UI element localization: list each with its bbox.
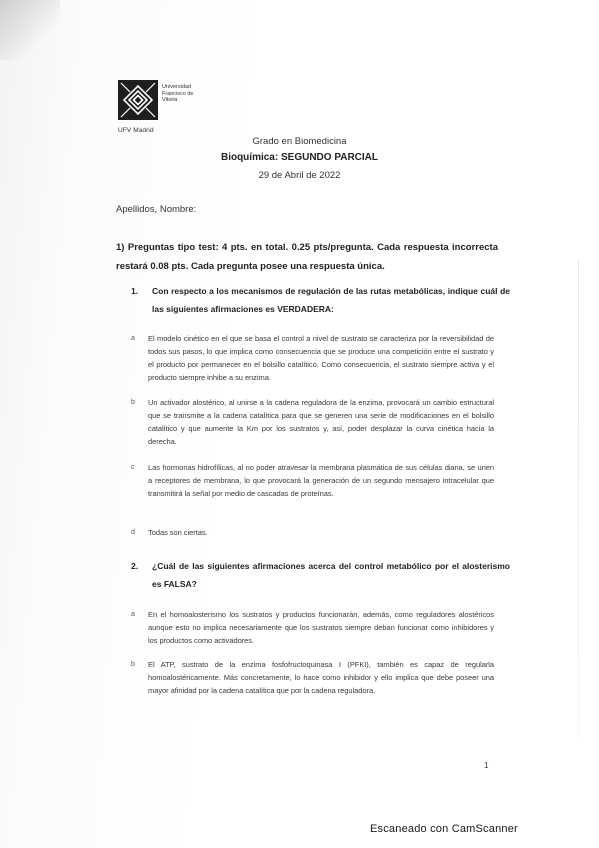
logo-line-3: Vitoria [162,97,178,103]
university-name [162,84,194,104]
campus-label: UFV Madrid [118,127,154,134]
question-1-option-c [131,461,494,500]
logo-line-2: Francisco de [162,90,194,97]
exam-date: 29 de Abril de 2022 [258,170,341,181]
logo-line-1: Universidad [162,84,192,90]
question-2-option-a [131,608,494,647]
option-text: Un activador alostérico, al unirse a la cadena reguladora de la enzima, provocará un cambio estructural que se transmite a la cadena catalítica para que se generen una serie de modificaciones en el bolsillo catalítico y que aumente la Km por los sustratos y, así, poder desplazar la curva cinética hacia la derecha. [148,398,494,446]
question-text: Con respecto a los mecanismos de regulación de las rutas metabólicas, indique cuál de las siguientes afirmaciones es VERDADERA: [152,286,510,314]
option-text: En el homoalosterismo los sustratos y productos funcionarán, además, como reguladores alostéricos aunque esto no implica necesariamente que los sustratos siempre deban funcionar como inhibidores y los productos como activadores. [148,610,494,645]
page-edge-shadow [578,260,579,740]
name-field-label: Apellidos, Nombre: [116,204,197,215]
question-2 [131,557,510,593]
option-letter: c [131,464,135,471]
option-letter: b [131,661,135,668]
question-1-option-b [131,396,494,448]
exam-title: Bioquímica: SEGUNDO PARCIAL [220,152,379,163]
option-text: El ATP, sustrato de la enzima fosfofructoquinasa I (PFKI), también es capaz de regularla homoalostéricamente. Más concretamente, lo hace como inhibidor y ello implica que debe poseer una mayor afinidad por la cadena catalítica que por la cadena reguladora. [148,660,494,695]
question-2-option-b [131,658,494,697]
page-corner-shadow [0,0,60,60]
option-text: Las hormonas hidrofílicas, al no poder atravesar la membrana plasmática de sus células diana, se unen a receptores de membrana, lo que provocará la generación de un segundo mensajero intracelular que transmitirá la señal por medio de cascadas de proteínas. [148,463,494,498]
question-1 [131,282,510,318]
page-number: 1 [484,761,489,770]
option-letter: a [131,611,135,618]
question-number: 2. [131,561,139,571]
option-letter: a [131,335,135,342]
option-text: Todas son ciertas. [148,528,208,537]
question-text: ¿Cuál de las siguientes afirmaciones acerca del control metabólico por el alosterismo es FALSA? [152,561,510,589]
option-text: El modelo cinético en el que se basa el control a nivel de sustrato se caracteriza por la reversibilidad de todos sus pasos, lo que implica como consecuencia que se produce una competición entre el sustrato y el producto por permanecer en el bolsillo catalítico. Como consecuencia, el sustrato siempre activa y el producto siempre inhibe a su enzima. [148,334,494,382]
option-letter: b [131,399,135,406]
question-number: 1. [131,286,139,296]
degree-title: Grado en Biomedicina [252,136,347,147]
university-logo-icon [118,80,158,120]
question-1-option-d [131,526,494,539]
section-1-instructions: 1) Preguntas tipo test: 4 pts. en total. 0.25 pts/pregunta. Cada respuesta incorrecta restará 0.08 pts. Cada pregunta posee una respuesta única. [116,242,498,272]
question-1-option-a [131,332,494,384]
scanner-watermark: Escaneado con CamScanner [370,823,518,835]
option-letter: d [131,529,135,536]
